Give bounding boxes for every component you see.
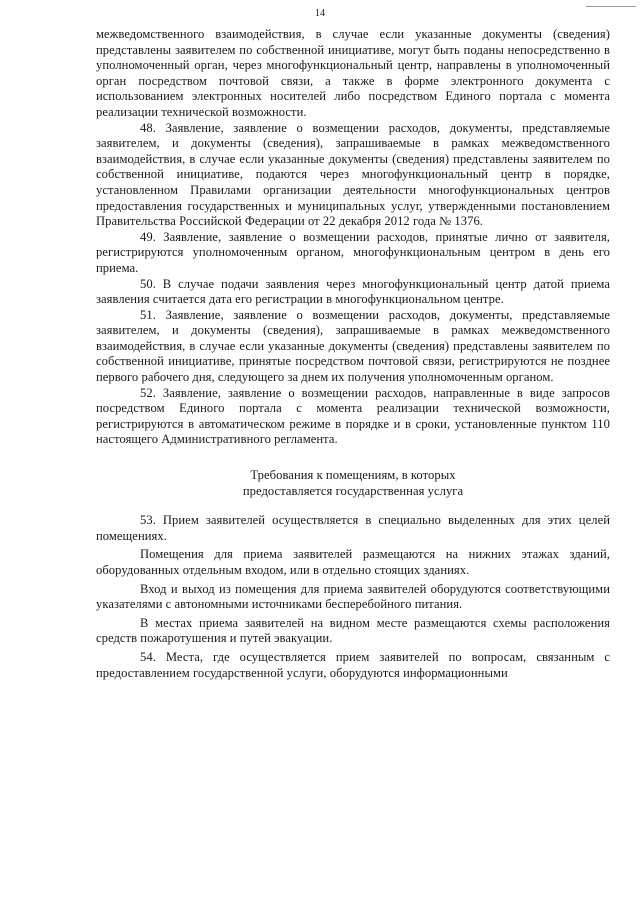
- paragraph-51: 51. Заявление, заявление о возмещении расходов, документы, представляемые заявителем, и документы (сведения), запрашиваемые в рамках межведомственного взаимодействия, в случае если указанные документы (сведения) представлены заявителем по собственной инициативе, принятые посредством почтовой связи, регистрируются не позднее первого рабочего дня, следующего за днем их получения уполномоченным органом.: [96, 307, 610, 385]
- document-body: [96, 27, 610, 681]
- paragraph-53: 53. Прием заявителей осуществляется в специально выделенных для этих целей помещениях.: [96, 513, 610, 543]
- paragraph-entrance-signs: Вход и выход из помещения для приема заявителей оборудуются соответствующими указателями с автономными источниками бесперебойного питания.: [96, 581, 610, 612]
- paragraph-50: 50. В случае подачи заявления через многофункциональный центр датой приема заявления считается дата его регистрации в многофункциональном центре.: [96, 276, 610, 307]
- paragraph-54: 54. Места, где осуществляется прием заявителей по вопросам, связанным с предоставлением государственной услуги, оборудуются информационными: [96, 649, 610, 680]
- paragraph-evacuation-schemes: В местах приема заявителей на видном месте размещаются схемы расположения средств пожаротушения и путей эвакуации.: [96, 615, 610, 646]
- section-heading-line-2: предоставляется государственная услуга: [242, 483, 464, 498]
- paragraph-49: 49. Заявление, заявление о возмещении расходов, принятые лично от заявителя, регистрируются уполномоченным органом, многофункциональным центром в день его приема.: [96, 229, 610, 275]
- paragraph-continuation: межведомственного взаимодействия, в случае если указанные документы (сведения) представлены заявителем по собственной инициативе, могут быть поданы непосредственно в уполномоченный орган, через многофункциональный центр, направлены в уполномоченный орган посредством почтовой связи, а также в форме электронного документа с использованием электронных носителей либо посредством Единого портала с момента реализации технической возможности.: [96, 27, 610, 119]
- paragraph-premises-floors: Помещения для приема заявителей размещаются на нижних этажах зданий, оборудованных отдельным входом, или в отдельно стоящих зданиях.: [96, 547, 610, 577]
- page-number: 14: [315, 8, 325, 19]
- paragraph-52: 52. Заявление, заявление о возмещении расходов, направленные в виде запросов посредством Единого портала с момента реализации технической возможности, регистрируются в автоматическом режиме в порядке и в сроки, установленные пунктом 110 настоящего Административного регламента.: [96, 385, 610, 447]
- section-heading: [96, 468, 610, 499]
- scan-edge-line: [586, 6, 636, 7]
- section-heading-line-1: Требования к помещениям, в которых: [250, 468, 456, 483]
- paragraph-48: 48. Заявление, заявление о возмещении расходов, документы, представляемые заявителем, и документы (сведения), запрашиваемые в рамках межведомственного взаимодействия, в случае если указанные документы (сведения) представлены заявителем по собственной инициативе, подаются через многофункциональный центр в порядке, установленном Правилами организации деятельности многофункциональных центров предоставления государственных и муниципальных услуг, утвержденными постановлением Правительства Российской Федерации от 22 декабря 2012 года № 1376.: [96, 120, 610, 229]
